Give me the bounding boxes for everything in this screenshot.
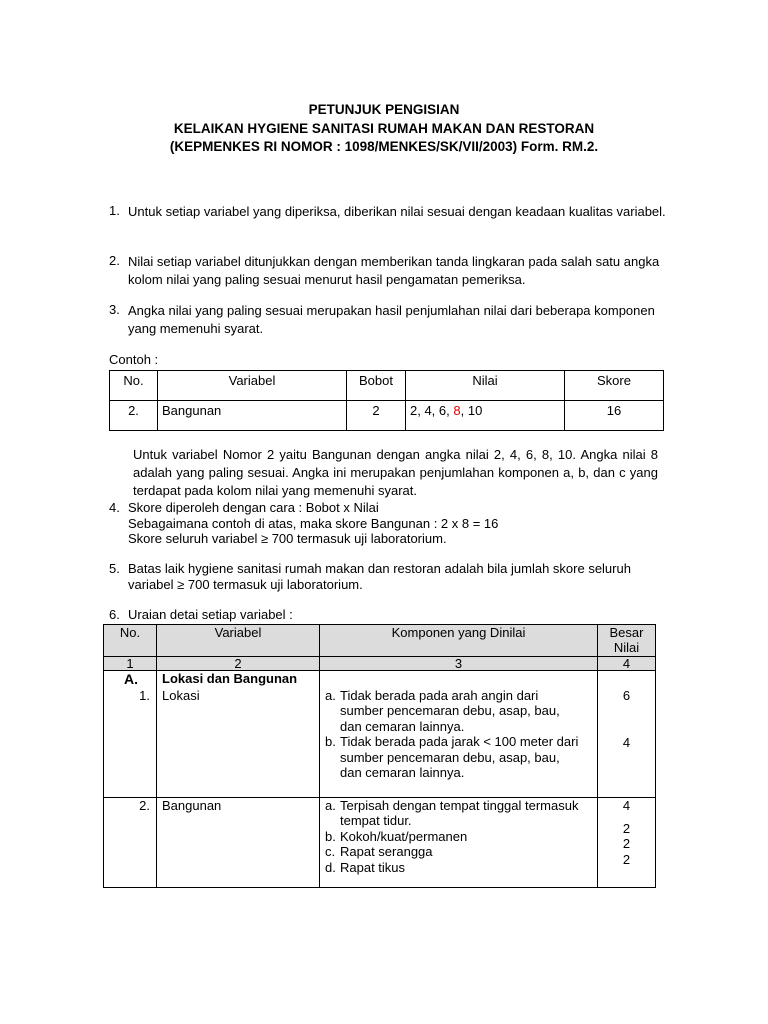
item-number: 6. bbox=[109, 607, 120, 622]
detail-table bbox=[103, 624, 656, 888]
row-variabel: Bangunan bbox=[157, 797, 320, 887]
section-row bbox=[104, 671, 656, 688]
cell-variabel: Bangunan bbox=[158, 401, 347, 431]
item-number: 4. bbox=[109, 500, 120, 515]
header-nilai: Nilai bbox=[406, 371, 565, 401]
index-2: 2 bbox=[157, 657, 320, 671]
header-no: No. bbox=[104, 625, 157, 657]
row-variabel: Lokasi bbox=[157, 688, 320, 798]
komponen-text: Rapat tikus bbox=[340, 859, 406, 875]
komponen-letter: c. bbox=[325, 844, 336, 860]
nilai-values-end: , 10 bbox=[460, 403, 483, 418]
doc-title-line-2: KELAIKAN HYGIENE SANITASI RUMAH MAKAN DAN RESTORAN bbox=[173, 121, 595, 136]
item-text: Uraian detai setiap variabel : bbox=[128, 607, 293, 622]
komponen-text: Kokoh/kuat/permanen bbox=[340, 828, 468, 844]
komponen-item bbox=[320, 860, 583, 876]
item-text: Untuk setiap variabel yang diperiksa, diberikan nilai sesuai dengan keadaan kualitas variabel. bbox=[128, 204, 666, 219]
header-variabel: Variabel bbox=[158, 371, 347, 401]
nilai-value: 4 bbox=[622, 734, 631, 750]
header-komponen: Komponen yang Dinilai bbox=[320, 625, 598, 657]
header-no: No. bbox=[110, 371, 158, 401]
item-number: 3. bbox=[109, 302, 120, 317]
table-row-lokasi bbox=[104, 688, 656, 798]
row-komponen bbox=[320, 688, 598, 798]
row-number: 1. bbox=[104, 688, 157, 798]
doc-title-line-1: PETUNJUK PENGISIAN bbox=[308, 102, 460, 117]
komponen-letter: a. bbox=[325, 687, 336, 703]
table-row-bangunan bbox=[104, 797, 656, 887]
index-1: 1 bbox=[104, 657, 157, 671]
detail-table-header bbox=[104, 625, 656, 657]
section-empty bbox=[598, 671, 656, 688]
row-nilai bbox=[598, 797, 656, 887]
example-label: Contoh : bbox=[109, 352, 159, 367]
row-komponen bbox=[320, 797, 598, 887]
cell-bobot: 2 bbox=[347, 401, 406, 431]
cell-nilai bbox=[406, 401, 565, 431]
section-empty bbox=[320, 671, 598, 688]
example-table-row bbox=[110, 401, 664, 431]
komponen-item bbox=[320, 829, 583, 845]
example-table-header bbox=[110, 371, 664, 401]
item-text: Batas laik hygiene sanitasi rumah makan dan restoran adalah bila jumlah skore seluruh variabel ≥ 700 termasuk uji laboratorium. bbox=[128, 561, 631, 592]
header-besar-nilai: Besar Nilai bbox=[598, 625, 656, 657]
item4-line-1: Skore diperoleh dengan cara : Bobot x Nilai bbox=[128, 500, 379, 515]
komponen-text: Terpisah dengan tempat tinggal termasuk tempat tidur. bbox=[340, 797, 579, 829]
komponen-item bbox=[320, 798, 583, 829]
nilai-value: 6 bbox=[622, 687, 631, 703]
detail-table-index-row bbox=[104, 657, 656, 671]
doc-title-line-3: (KEPMENKES RI NOMOR : 1098/MENKES/SK/VII/2003) Form. RM.2. bbox=[169, 139, 599, 154]
nilai-value: 2 bbox=[622, 851, 631, 867]
item-number: 2. bbox=[109, 253, 120, 268]
komponen-letter: a. bbox=[325, 797, 336, 813]
komponen-item bbox=[320, 734, 583, 781]
komponen-text: Tidak berada pada arah angin dari sumber pencemaran debu, asap, bau, dan cemaran lainnya. bbox=[340, 687, 560, 734]
header-bobot: Bobot bbox=[347, 371, 406, 401]
komponen-text: Tidak berada pada jarak < 100 meter dari sumber pencemaran debu, asap, bau, dan cemaran lainnya. bbox=[340, 734, 579, 781]
nilai-values: 2, 4, 6, bbox=[410, 403, 450, 418]
section-letter: A. bbox=[104, 671, 157, 688]
index-3: 3 bbox=[320, 657, 598, 671]
komponen-letter: b. bbox=[325, 734, 336, 750]
section-title: Lokasi dan Bangunan bbox=[157, 671, 320, 688]
item-number: 1. bbox=[109, 203, 120, 218]
cell-no: 2. bbox=[110, 401, 158, 431]
nilai-value: 2 bbox=[622, 820, 631, 836]
komponen-letter: d. bbox=[325, 859, 336, 875]
nilai-value: 4 bbox=[622, 797, 631, 813]
nilai-highlight: 8 bbox=[453, 403, 461, 418]
cell-skore: 16 bbox=[565, 401, 664, 431]
item-text: Nilai setiap variabel ditunjukkan dengan memberikan tanda lingkaran pada salah satu angka kolom nilai yang paling sesuai menurut hasil pengamatan pemeriksa. bbox=[128, 254, 660, 287]
komponen-text: Rapat serangga bbox=[340, 844, 433, 860]
header-variabel: Variabel bbox=[157, 625, 320, 657]
example-table bbox=[109, 370, 664, 431]
komponen-item bbox=[320, 688, 583, 735]
item-number: 5. bbox=[109, 561, 120, 576]
row-nilai bbox=[598, 688, 656, 798]
nilai-value: 2 bbox=[622, 835, 631, 851]
example-explanation: Untuk variabel Nomor 2 yaitu Bangunan dengan angka nilai 2, 4, 6, 8, 10. Angka nilai 8 adalah yang paling sesuai. Angka ini merupakan penjumlahan komponen a, b, dan c yang terdapat pada kolom nilai yang memenuhi syarat. bbox=[133, 447, 658, 498]
row-number: 2. bbox=[104, 797, 157, 887]
item-text: Angka nilai yang paling sesuai merupakan hasil penjumlahan nilai dari beberapa komponen yang memenuhi syarat. bbox=[128, 303, 655, 336]
index-4: 4 bbox=[598, 657, 656, 671]
item4-line-3: Skore seluruh variabel ≥ 700 termasuk uji laboratorium. bbox=[128, 531, 447, 546]
komponen-item bbox=[320, 844, 583, 860]
item4-line-2: Sebagaimana contoh di atas, maka skore Bangunan : 2 x 8 = 16 bbox=[128, 516, 499, 531]
header-skore: Skore bbox=[565, 371, 664, 401]
komponen-letter: b. bbox=[325, 828, 336, 844]
